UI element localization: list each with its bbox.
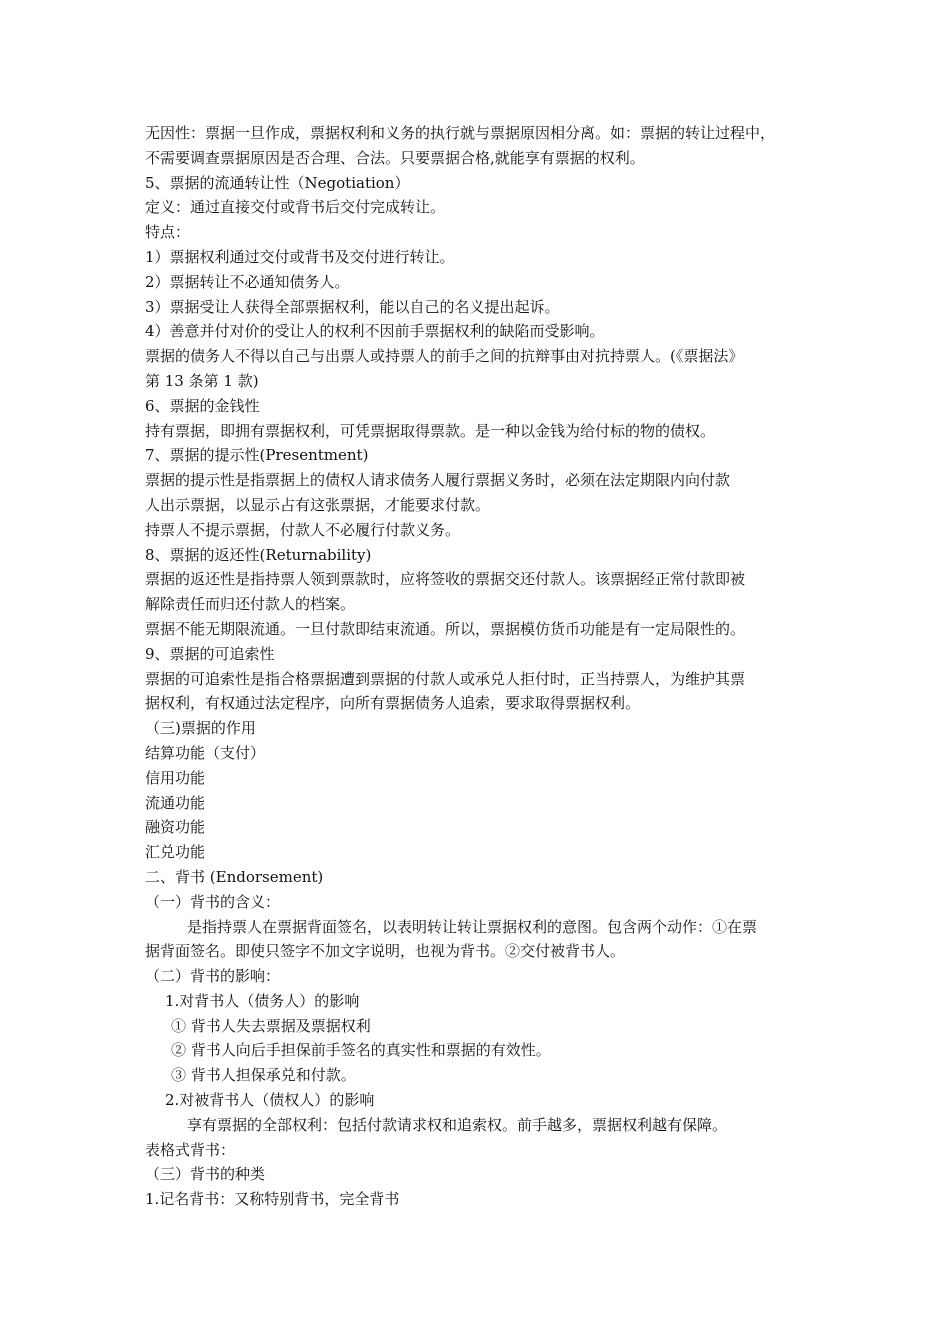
document-body — [145, 121, 815, 1212]
list-item: 1）票据权利通过交付或背书及交付进行转让。 — [145, 247, 455, 266]
text-line: 票据的可追索性是指合格票据遭到票据的付款人或承兑人拒付时，正当持票人，为维护其票 — [145, 669, 746, 688]
list-item: ③ 背书人担保承兑和付款。 — [171, 1066, 356, 1085]
text-line: 票据不能无期限流通。一旦付款即结束流通。所以，票据模仿货币功能是有一定局限性的。 — [145, 619, 746, 638]
list-item: 3）票据受让人获得全部票据权利，能以自己的名义提出起诉。 — [145, 297, 560, 316]
section-heading: （一）背书的含义： — [145, 892, 281, 911]
list-item: ① 背书人失去票据及票据权利 — [171, 1016, 371, 1035]
text-line: 是指持票人在票据背面签名，以表明转让转让票据权利的意图。包含两个动作：①在票 — [187, 917, 758, 936]
text-line: 特点： — [145, 223, 191, 242]
section-heading: 8、票据的返还性(Returnability) — [145, 545, 372, 564]
list-item: 信用功能 — [145, 768, 206, 787]
section-heading: （二）背书的影响： — [145, 967, 281, 986]
section-heading: 9、票据的可追索性 — [145, 644, 275, 663]
list-item: 4）善意并付对价的受让人的权利不因前手票据权利的缺陷而受影响。 — [145, 322, 605, 341]
text-line: 表格式背书： — [145, 1140, 236, 1159]
text-line: 解除责任而归还付款人的档案。 — [145, 595, 356, 614]
text-line: 持有票据，即拥有票据权利，可凭票据取得票款。是一种以金钱为给付标的物的债权。 — [145, 421, 716, 440]
section-heading: 7、票据的提示性(Presentment) — [145, 446, 369, 465]
chapter-heading: 二、背书 (Endorsement) — [145, 867, 324, 886]
list-item: 融资功能 — [145, 818, 206, 837]
text-line: 据背面签名。即使只签字不加文字说明，也视为背书。②交付被背书人。 — [145, 942, 626, 961]
list-item: 汇兑功能 — [145, 843, 206, 862]
text-line: 1.记名背书：又称特别背书，完全背书 — [145, 1190, 400, 1209]
subsection-heading: 1.对背书人（债务人）的影响 — [165, 991, 360, 1010]
text-line: 人出示票据，以显示占有这张票据，才能要求付款。 — [145, 495, 491, 514]
text-line: 持票人不提示票据，付款人不必履行付款义务。 — [145, 520, 461, 539]
list-item: 2）票据转让不必通知债务人。 — [145, 272, 350, 291]
text-line: 享有票据的全部权利：包括付款请求权和追索权。前手越多，票据权利越有保障。 — [187, 1115, 728, 1134]
text-line: 票据的债务人不得以自己与出票人或持票人的前手之间的抗辩事由对抗持票人。(《票据法》 — [145, 347, 744, 366]
text-line: 票据的返还性是指持票人领到票款时，应将签收的票据交还付款人。该票据经正常付款即被 — [145, 570, 746, 589]
text-line: 据权利，有权通过法定程序，向所有票据债务人追索，要求取得票据权利。 — [145, 694, 641, 713]
section-heading: 5、票据的流通转让性（Negotiation） — [145, 173, 410, 192]
text-line: 票据的提示性是指票据上的债权人请求债务人履行票据义务时，必须在法定期限内向付款 — [145, 471, 731, 490]
list-item: 流通功能 — [145, 793, 206, 812]
text-line: 无因性：票据一旦作成，票据权利和义务的执行就与票据原因相分离。如：票据的转让过程中， — [145, 124, 776, 142]
section-heading: （三）背书的种类 — [145, 1165, 266, 1184]
list-item: 结算功能（支付） — [145, 743, 266, 762]
section-heading: 6、票据的金钱性 — [145, 396, 260, 415]
text-line: 定义：通过直接交付或背书后交付完成转让。 — [145, 198, 446, 217]
list-item: ② 背书人向后手担保前手签名的真实性和票据的有效性。 — [171, 1041, 551, 1060]
section-heading: （三)票据的作用 — [145, 719, 256, 738]
subsection-heading: 2.对被背书人（债权人）的影响 — [165, 1091, 375, 1110]
text-line: 不需要调查票据原因是否合理、合法。只要票据合格,就能享有票据的权利。 — [145, 148, 645, 167]
text-line: 第 13 条第 1 款) — [145, 371, 259, 390]
